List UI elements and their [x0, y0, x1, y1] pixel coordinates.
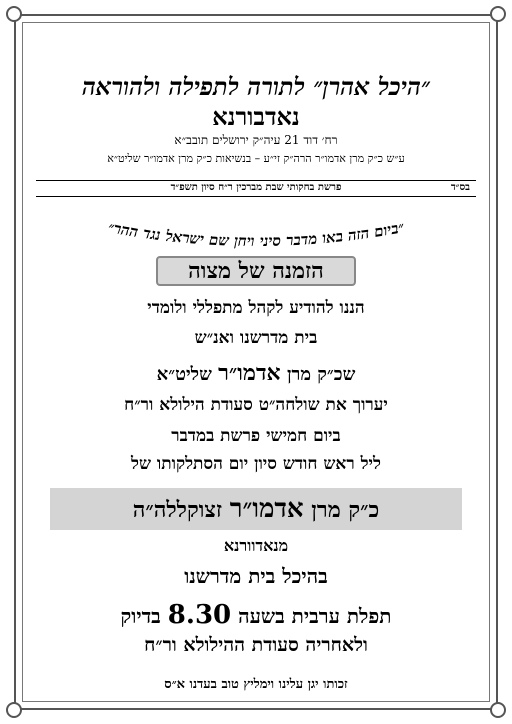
bsd-mark: בס״ד: [450, 182, 470, 193]
prayer-time-line: [30, 600, 482, 630]
rebbe-title: כ״ק מרן: [311, 497, 380, 523]
parsha-date: פרשת בחקותי שבת מברכין ר״ח סיון תשפ״ד: [170, 182, 342, 193]
rebbe-highlight: [50, 488, 462, 530]
body-line: ביום חמישי פרשת במדבר: [171, 426, 341, 446]
institution-title: ״היכל אהרן״ לתורה לתפילה ולהוראה: [82, 72, 430, 101]
divider: [36, 196, 476, 197]
verse-arc: [40, 208, 472, 263]
institution-location: נאדבורנא: [212, 102, 300, 131]
rebbe-suffix: זצוקללה״ה: [132, 497, 223, 523]
address: רח׳ דוד 21 עיה״ק ירושלים תובב״א: [174, 133, 338, 147]
svg-text:״ביום הזה באו מדבר סיני ויחן ש: [107, 218, 406, 250]
corner-ornament: [6, 702, 22, 718]
closing-blessing: זכותו יגן עלינו וימליץ טוב בעדנו א״ס: [164, 677, 348, 692]
body-line: [30, 360, 482, 386]
body-line: בהיכל בית מדרשנו: [184, 564, 328, 588]
invitation-heading: הזמנה של מצוה: [156, 256, 356, 286]
rebbe-suffix: שליט״א: [156, 364, 212, 385]
rebbe-name: אדמו״ר: [218, 360, 281, 386]
poster-content: [30, 30, 482, 694]
date-row: [36, 181, 476, 196]
dedication-line: ע״ש כ״ק מרן אדמו״ר הרה״ק זי״ע – בנשיאות כ״ק מרן אדמו״ר שליט״א: [107, 152, 405, 165]
body-line: ליל ראש חודש סיון יום הסתלקותו של: [131, 454, 381, 474]
prayer-time: 8.30: [167, 600, 232, 630]
prayer-label: תפלת ערבית בשעה: [238, 604, 392, 628]
body-line: מנאדוורנא: [223, 536, 289, 555]
body-line: בית מדרשנו ואנ״ש: [194, 328, 318, 348]
body-line: הננו להודיע לקהל מתפללי ולומדי: [147, 298, 365, 318]
rebbe-name: אדמו״ר: [229, 494, 304, 524]
verse-text: ״ביום הזה באו מדבר סיני ויחן שם ישראל נגד ההר״: [106, 218, 406, 251]
body-line: ולאחריה סעודת ההילולא ור״ח: [144, 634, 368, 656]
corner-ornament: [6, 6, 22, 22]
corner-ornament: [490, 702, 506, 718]
corner-ornament: [490, 6, 506, 22]
prayer-exact: בדיוק: [120, 604, 161, 628]
body-line: יערוך את שולחה״ט סעודת הילולא ור״ח: [124, 395, 388, 415]
rebbe-title: שכ״ק מרן: [286, 364, 356, 385]
